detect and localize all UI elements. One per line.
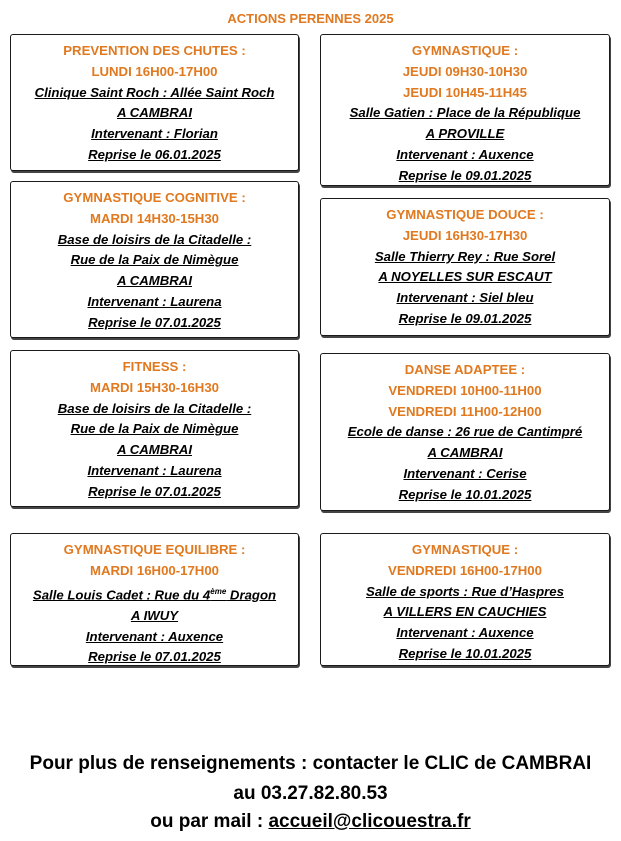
card-town: A CAMBRAI xyxy=(427,445,503,461)
card-schedule: JEUDI 16H30-17H30 xyxy=(402,227,528,243)
card-schedule: VENDREDI 11H00-12H00 xyxy=(388,403,542,419)
card-town: A IWUY xyxy=(130,607,179,623)
card-speaker: Intervenant : Siel bleu xyxy=(396,290,534,306)
email-link[interactable]: accueil@clicouestra.fr xyxy=(268,811,471,832)
activity-card-fitness xyxy=(10,350,299,507)
card-schedule: LUNDI 16H00-17H00 xyxy=(91,63,218,79)
card-place: Base de loisirs de la Citadelle : xyxy=(57,231,252,247)
card-resume-date: Reprise le 06.01.2025 xyxy=(88,146,221,162)
card-heading: GYMNASTIQUE : xyxy=(411,542,519,557)
card-place: Salle de sports : Rue d’Haspres xyxy=(366,583,564,599)
card-place: Clinique Saint Roch : Allée Saint Roch xyxy=(34,84,275,100)
card-schedule: MARDI 16H00-17H00 xyxy=(90,562,219,578)
card-speaker: Intervenant : Laurena xyxy=(87,293,222,309)
activity-card-gymnastique-douce xyxy=(320,198,610,336)
card-schedule: MARDI 15H30-16H30 xyxy=(90,379,219,395)
footer-email-line xyxy=(0,808,621,836)
card-resume-date: Reprise le 07.01.2025 xyxy=(88,649,221,665)
card-heading: PREVENTION DES CHUTES : xyxy=(63,43,246,58)
card-speaker: Intervenant : Auxence xyxy=(396,146,534,162)
card-speaker: Intervenant : Auxence xyxy=(85,628,224,644)
activity-card-gymnastique-cognitive xyxy=(10,181,299,338)
card-heading: GYMNASTIQUE EQUILIBRE : xyxy=(63,542,246,557)
card-schedule: JEUDI 10H45-11H45 xyxy=(403,84,527,100)
card-resume-date: Reprise le 10.01.2025 xyxy=(398,645,532,661)
card-speaker: Intervenant : Laurena xyxy=(87,462,222,478)
card-street: Rue de la Paix de Nimègue xyxy=(70,252,239,268)
card-heading: GYMNASTIQUE : xyxy=(411,43,519,58)
card-place: Salle Thierry Rey : Rue Sorel xyxy=(374,248,556,264)
card-speaker: Intervenant : Auxence xyxy=(396,625,534,641)
footer-info-line: Pour plus de renseignements : contacter le CLIC de CAMBRAI xyxy=(29,753,592,774)
card-heading: GYMNASTIQUE DOUCE : xyxy=(386,207,544,222)
footer-email-prefix: ou par mail : xyxy=(150,811,269,832)
card-schedule: JEUDI 09H30-10H30 xyxy=(402,63,528,79)
card-street: Rue de la Paix de Nimègue xyxy=(70,421,239,437)
card-town: A CAMBRAI xyxy=(117,273,192,289)
activity-card-prevention-chutes xyxy=(10,34,299,171)
card-place: Ecole de danse : 26 rue de Cantimpré xyxy=(347,424,583,440)
card-place: Salle Gatien : Place de la République xyxy=(349,105,581,121)
card-resume-date: Reprise le 09.01.2025 xyxy=(398,310,532,326)
footer-phone-line: au 03.27.82.80.53 xyxy=(233,783,388,804)
page-title: ACTIONS PERENNES 2025 xyxy=(227,11,394,26)
card-heading: FITNESS : xyxy=(122,359,187,374)
card-heading: GYMNASTIQUE COGNITIVE : xyxy=(63,190,246,205)
card-town: A CAMBRAI xyxy=(117,442,192,458)
card-schedule: VENDREDI 10H00-11H00 xyxy=(388,382,542,398)
card-resume-date: Reprise le 07.01.2025 xyxy=(88,483,221,499)
card-schedule: VENDREDI 16H00-17H00 xyxy=(388,562,542,578)
card-speaker: Intervenant : Florian xyxy=(91,126,218,142)
activity-card-gymnastique-equilibre xyxy=(10,533,299,666)
activity-card-gymnastique-proville xyxy=(320,34,610,186)
card-speaker: Intervenant : Cerise xyxy=(403,465,527,481)
card-place: Salle Louis Cadet : Rue du 4ème Dragon xyxy=(32,586,277,602)
card-heading: DANSE ADAPTEE : xyxy=(404,362,526,377)
card-place: Base de loisirs de la Citadelle : xyxy=(57,400,252,416)
card-town: A NOYELLES SUR ESCAUT xyxy=(378,269,552,285)
card-resume-date: Reprise le 09.01.2025 xyxy=(398,167,532,183)
card-town: A VILLERS EN CAUCHIES xyxy=(383,604,547,620)
activity-card-danse-adaptee xyxy=(320,353,610,511)
activity-card-gymnastique-villers xyxy=(320,533,610,666)
card-resume-date: Reprise le 10.01.2025 xyxy=(398,486,532,502)
card-town: A PROVILLE xyxy=(425,126,505,142)
card-schedule: MARDI 14H30-15H30 xyxy=(90,210,219,226)
card-resume-date: Reprise le 07.01.2025 xyxy=(88,314,221,330)
card-town: A CAMBRAI xyxy=(117,105,192,121)
